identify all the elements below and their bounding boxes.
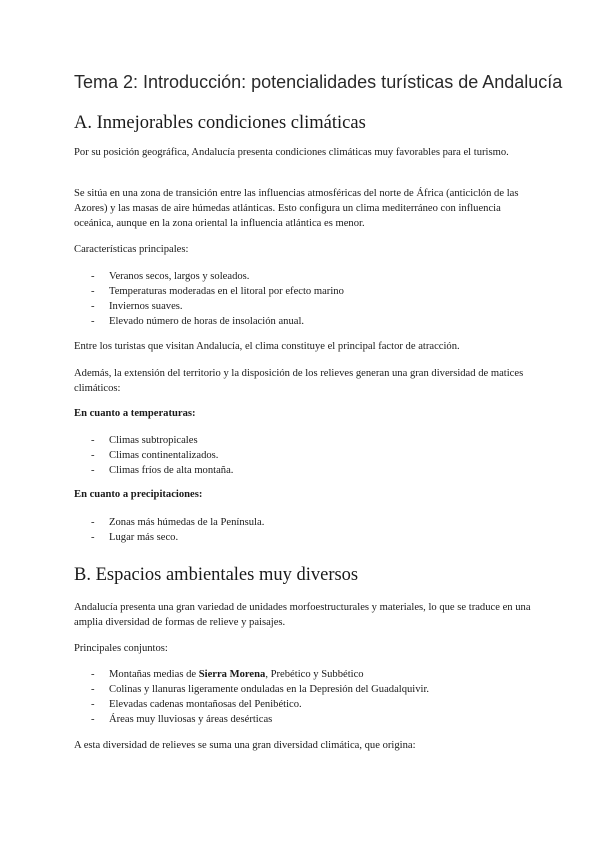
landforms-list [74, 667, 534, 727]
dash-bullet: - [91, 450, 95, 461]
section-a-paragraph-2: Se sitúa en una zona de transición entre las influencias atmosféricas del norte de África (anticiclón de las Azores) y las masas de aire húmedas atlánticas. Esto configura un clima mediterráneo con influencia oceánica, aunque en la zona oriental la influencia atlántica es menor. [74, 188, 519, 229]
precipitations-list [74, 515, 534, 545]
sierra-morena-emphasis: Sierra Morena [198, 669, 266, 680]
list-item: - Áreas muy lluviosas y áreas desérticas [91, 714, 273, 725]
list-item: - Climas fríos de alta montaña. [91, 465, 234, 476]
temperatures-subheading: En cuanto a temperaturas: [74, 408, 196, 419]
section-b-paragraph-2: Principales conjuntos: [74, 643, 168, 654]
dash-bullet: - [91, 699, 95, 710]
dash-bullet: - [91, 517, 95, 528]
list-item: - Lugar más seco. [91, 532, 179, 543]
climate-features-list [74, 269, 534, 329]
dash-bullet: - [91, 301, 95, 312]
list-item: - Elevado número de horas de insolación anual. [91, 316, 305, 327]
dash-bullet: - [91, 435, 95, 446]
dash-bullet: - [91, 714, 95, 725]
list-item: - Climas continentalizados. [91, 450, 219, 461]
list-item: - Montañas medias de Sierra Morena, Prebético y Subbético [91, 669, 364, 680]
page-title: Tema 2: Introducción: potencialidades turísticas de Andalucía [74, 72, 563, 92]
list-item: - Colinas y llanuras ligeramente onduladas en la Depresión del Guadalquivir. [91, 684, 430, 695]
dash-bullet: - [91, 316, 95, 327]
list-item: - Zonas más húmedas de la Península. [91, 517, 265, 528]
section-a-heading: A. Inmejorables condiciones climáticas [74, 113, 366, 133]
precipitations-subheading: En cuanto a precipitaciones: [74, 489, 203, 500]
list-item: - Veranos secos, largos y soleados. [91, 271, 250, 282]
dash-bullet: - [91, 286, 95, 297]
dash-bullet: - [91, 684, 95, 695]
dash-bullet: - [91, 669, 95, 680]
list-item: - Temperaturas moderadas en el litoral por efecto marino [91, 286, 344, 297]
section-a-paragraph-3: Características principales: [74, 244, 189, 255]
dash-bullet: - [91, 465, 95, 476]
section-b-paragraph-3: A esta diversidad de relieves se suma una gran diversidad climática, que origina: [74, 740, 416, 751]
dash-bullet: - [91, 532, 95, 543]
section-a-paragraph-5: Además, la extensión del territorio y la disposición de los relieves generan una gran diversidad de matices climáticos: [74, 368, 524, 394]
section-a-paragraph-1: Por su posición geográfica, Andalucía presenta condiciones climáticas muy favorables para el turismo. [74, 147, 509, 158]
temperatures-list [74, 433, 534, 478]
list-item: - Climas subtropicales [91, 435, 198, 446]
section-b-paragraph-1: Andalucía presenta una gran variedad de unidades morfoestructurales y materiales, lo que se traduce en una amplia diversidad de formas de relieve y paisajes. [74, 602, 531, 628]
section-b-heading: B. Espacios ambientales muy diversos [74, 565, 359, 585]
list-item: - Inviernos suaves. [91, 301, 183, 312]
dash-bullet: - [91, 271, 95, 282]
section-a-paragraph-4: Entre los turistas que visitan Andalucía, el clima constituye el principal factor de atracción. [74, 341, 460, 352]
list-item: - Elevadas cadenas montañosas del Penibético. [91, 699, 302, 710]
